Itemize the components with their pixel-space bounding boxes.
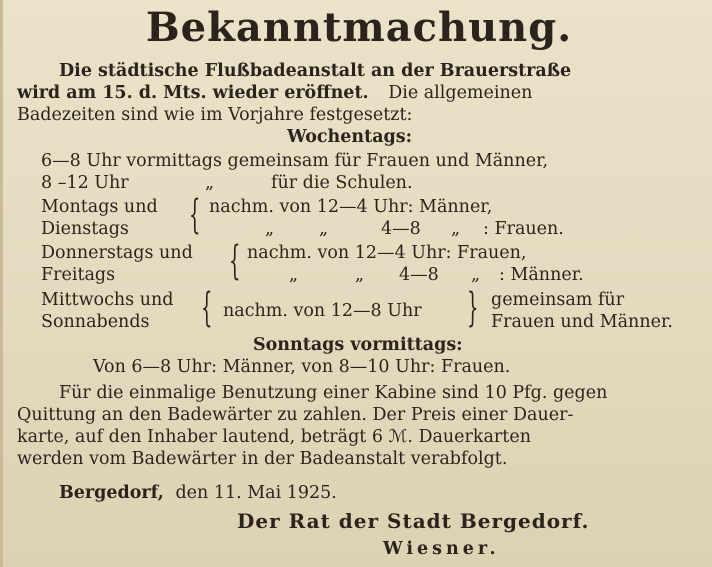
dateline: [59, 482, 337, 504]
weekdays-row-2-time: 8 –12 Uhr: [41, 173, 129, 193]
saturday-label: Sonnabends: [41, 312, 150, 332]
notice-title: Bekanntmachung.: [145, 4, 573, 51]
sunday-heading: Sonntags vormittags:: [253, 335, 463, 355]
wed-sat-time: nachm. von 12—8 Uhr: [223, 301, 422, 321]
weekdays-row-2-ditto: „: [205, 173, 215, 193]
intro-line-2-rest: Die allgemeinen: [388, 83, 533, 103]
fees-line-3: karte, auf den Inhaber lautend, beträgt 6 ℳ. Dauerkarten: [17, 427, 531, 447]
friday-label: Freitags: [41, 265, 116, 285]
wed-sat-group-2: Frauen und Männer.: [491, 312, 673, 332]
brace-wed-sat-left: {: [201, 285, 213, 331]
fees-line-2: Quittung an den Badewärter zu zahlen. Der Preis einer Dauer-: [17, 405, 574, 425]
sunday-line: Von 6—8 Uhr: Männer, von 8—10 Uhr: Frauen.: [93, 357, 511, 377]
intro-line-2: [17, 82, 532, 104]
tue-ditto-3: „: [451, 219, 461, 239]
fri-ditto-3: „: [471, 265, 481, 285]
tue-ditto-2: „: [319, 219, 329, 239]
fri-time: 4—8: [399, 265, 439, 285]
tue-group: : Frauen.: [483, 219, 564, 239]
weekdays-heading: Wochentags:: [287, 127, 413, 147]
wednesday-label: Mittwochs und: [41, 290, 174, 310]
intro-line-3: Badezeiten sind wie im Vorjahre festgesetzt:: [17, 105, 413, 125]
fri-ditto-1: „: [289, 265, 299, 285]
fri-ditto-2: „: [355, 265, 365, 285]
intro-line-1: Die städtische Flußbadeanstalt an der Brauerstraße: [59, 61, 572, 81]
signature: Wiesner.: [383, 539, 500, 559]
weekdays-row-2-group: für die Schulen.: [271, 173, 413, 193]
fees-line-1: Für die einmalige Benutzung einer Kabine sind 10 Pfg. gegen: [59, 383, 608, 403]
tue-ditto-1: „: [265, 219, 275, 239]
issuing-authority: Der Rat der Stadt Bergedorf.: [237, 509, 590, 533]
tue-time: 4—8: [381, 219, 421, 239]
dateline-date: den 11. Mai 1925.: [175, 483, 337, 503]
thu-fri-time: nachm. von 12—4 Uhr: Frauen,: [247, 243, 527, 263]
monday-label: Montags und: [41, 197, 158, 217]
intro-line-2-bold: wird am 15. d. Mts. wieder eröffnet.: [17, 83, 369, 103]
weekdays-row-1: 6—8 Uhr vormittags gemeinsam für Frauen und Männer,: [41, 151, 549, 171]
brace-mon-tue: {: [189, 192, 201, 238]
fri-group: : Männer.: [499, 265, 584, 285]
brace-wed-sat-right: }: [467, 285, 479, 331]
mon-tue-time: nachm. von 12—4 Uhr: Männer,: [209, 197, 493, 217]
dateline-place: Bergedorf,: [59, 483, 164, 503]
thursday-label: Donnerstags und: [41, 243, 193, 263]
fees-line-4: werden vom Badewärter in der Badeanstalt verabfolgt.: [17, 449, 508, 469]
tuesday-label: Dienstags: [41, 219, 129, 239]
brace-thu-fri: {: [229, 238, 241, 284]
wed-sat-group-1: gemeinsam für: [491, 290, 625, 310]
